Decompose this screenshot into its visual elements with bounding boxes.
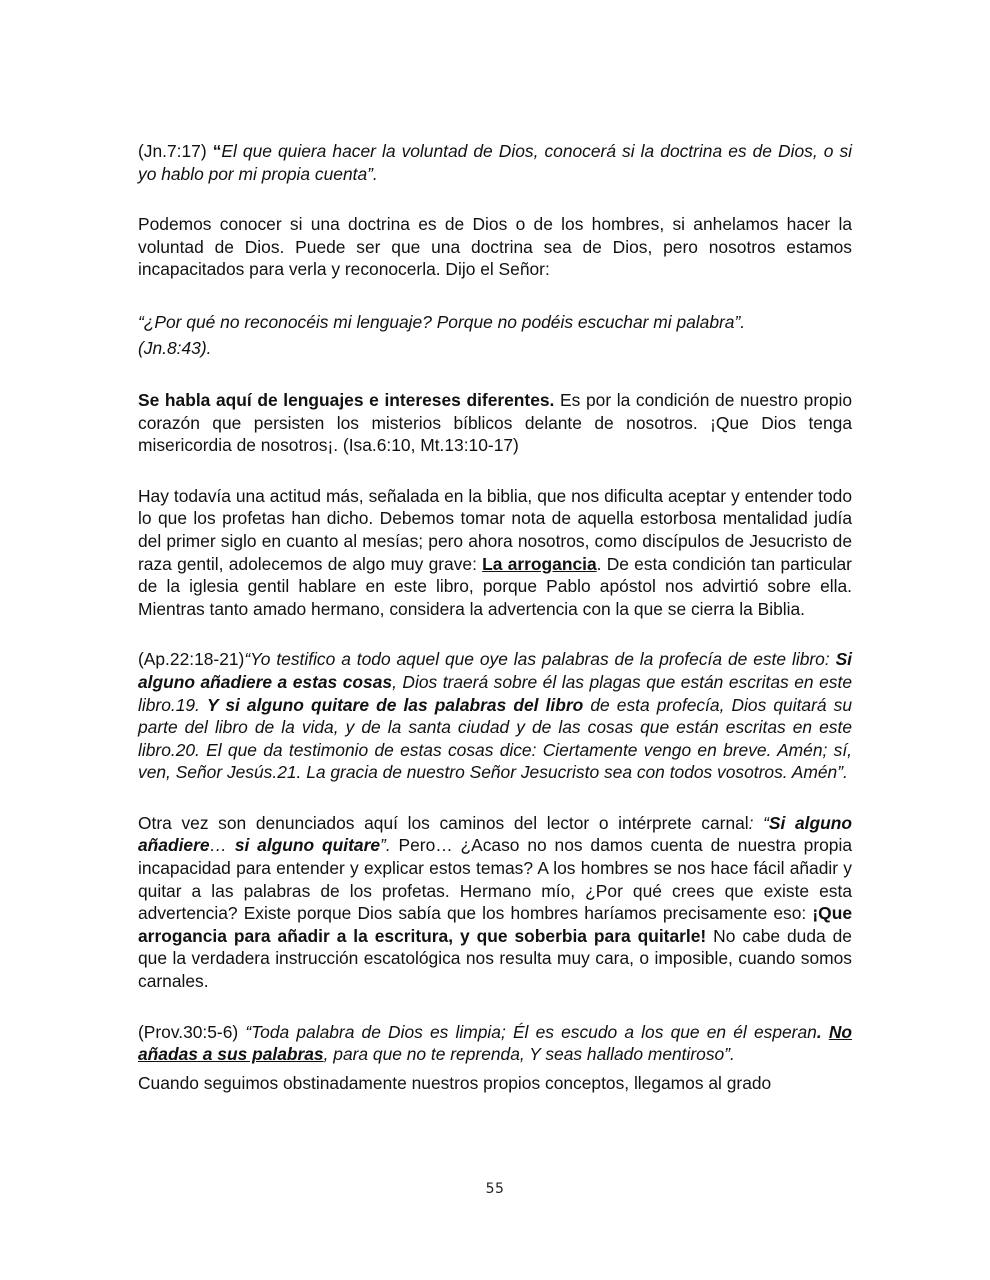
page-body [138, 140, 852, 1094]
quote-mark: “ [212, 141, 222, 161]
paragraph-jn-7-17 [138, 140, 852, 185]
emphasis-arrogancia: La arrogancia [482, 553, 597, 574]
bible-reference: (Ap.22:18-21) [138, 649, 245, 670]
paragraph-text: Es por la condición de nuestro propio corazón que persisten los misterios bíblicos delante de nosotros. ¡Que Dios tenga misericordia de nosotros¡. (Isa.6:10, Mt.13:10-17) [138, 389, 852, 456]
quote-mark: : “ [748, 812, 769, 833]
bold-quote: Y si alguno quitare de las palabras del libro [206, 694, 584, 715]
bible-reference: (Jn.8:43). [138, 337, 212, 358]
bold-statement: ¡Que arrogancia para añadir a la escritura, y que soberbia para quitarle! [138, 903, 852, 946]
paragraph-text: No cabe duda de que la verdadera instrucción escatológica nos resulta muy cara, o imposible, cuando somos carnales. [138, 925, 852, 992]
bible-quote: “Toda palabra de Dios es limpia; Él es escudo a los que en él esperan [245, 1021, 817, 1042]
paragraph-text: . De esta condición tan particular de la iglesia gentil hablare en este libro, porque Pablo apóstol nos advirtió sobre ella. Mientras tanto amado hermano, considera la advertencia con la que se cierra la Biblia. [138, 553, 852, 619]
paragraph-conocer-doctrina: Podemos conocer si una doctrina es de Dios o de los hombres, si anhelamos hacer la voluntad de Dios. Puede ser que una doctrina sea de Dios, pero nosotros estamos incapacitados para verla y reconocerla. Dijo el Señor: [138, 214, 852, 280]
paragraph-denunciados [138, 812, 852, 993]
page-number: 55 [485, 1181, 505, 1197]
paragraph-arrogancia [138, 485, 852, 621]
paragraph-text: Otra vez son denunciados aquí los caminos del lector o intérprete carnal [138, 812, 749, 833]
bible-quote: de esta profecía, Dios quitará su parte del libro de la vida, y de la santa ciudad y de las cosas que están escritas en este libro.20. El que da testimonio de estas cosas dice: Ciertamente vengo en breve. Amén; sí, ven, Señor Jesús.21. La gracia de nuestro Señor Jesucristo sea con todos vosotros. Amén”. [138, 694, 852, 783]
bible-quote: “¿Por qué no reconocéis mi lenguaje? Porque no podéis escuchar mi palabra”. [138, 311, 746, 332]
bible-quote: , para que no te reprenda, Y seas hallado mentiroso”. [323, 1044, 735, 1065]
paragraph-cuando-seguimos: Cuando seguimos obstinadamente nuestros propios conceptos, llegamos al grado [138, 1072, 772, 1093]
quote-mark: ”. [380, 835, 391, 856]
paragraph-jn-8-43 [138, 309, 852, 361]
emphasis-no-anadas: No añadas a sus palabras [138, 1021, 852, 1065]
bible-quote: , Dios traerá sobre él las plagas que están escritas en este libro.19. [138, 671, 852, 715]
bold-dot: . [816, 1021, 829, 1042]
bible-quote: El que quiera hacer la voluntad de Dios, conocerá si la doctrina es de Dios, o si yo hablo por mi propia cuenta”. [138, 141, 853, 184]
paragraph-lenguajes [138, 389, 852, 457]
bold-quote: Si alguno añadiere [138, 812, 852, 856]
bold-statement: Se habla aquí de lenguajes e intereses diferentes. [138, 389, 555, 410]
ellipsis: … [209, 835, 235, 856]
paragraph-ap-22 [138, 648, 852, 784]
paragraph-prov-30 [138, 1021, 852, 1066]
paragraph-text: Hay todavía una actitud más, señalada en la biblia, que nos dificulta aceptar y entender todo lo que los profetas han dicho. Debemos tomar nota de aquella estorbosa mentalidad judía del primer siglo en cuanto al mesías; pero ahora nosotros, como discípulos de Jesucristo de raza gentil, adolecemos de algo muy grave: [138, 485, 852, 574]
bold-quote: si alguno quitare [234, 835, 381, 856]
bible-quote: “Yo testifico a todo aquel que oye las palabras de la profecía de este libro: [244, 649, 836, 670]
bold-quote: Si alguno añadiere a estas cosas [138, 649, 852, 692]
paragraph-text: Pero… ¿Acaso no nos damos cuenta de nuestra propia incapacidad para entender y explicar estos temas? A los hombres se nos hace fácil añadir y quitar a las palabras de los profetas. Hermano mío, ¿Por qué crees que existe esta advertencia? Existe porque Dios sabía que los hombres haríamos precisamente eso: [138, 835, 852, 924]
bible-reference: (Prov.30:5-6) [138, 1021, 246, 1042]
bible-reference: (Jn.7:17) [138, 141, 213, 161]
